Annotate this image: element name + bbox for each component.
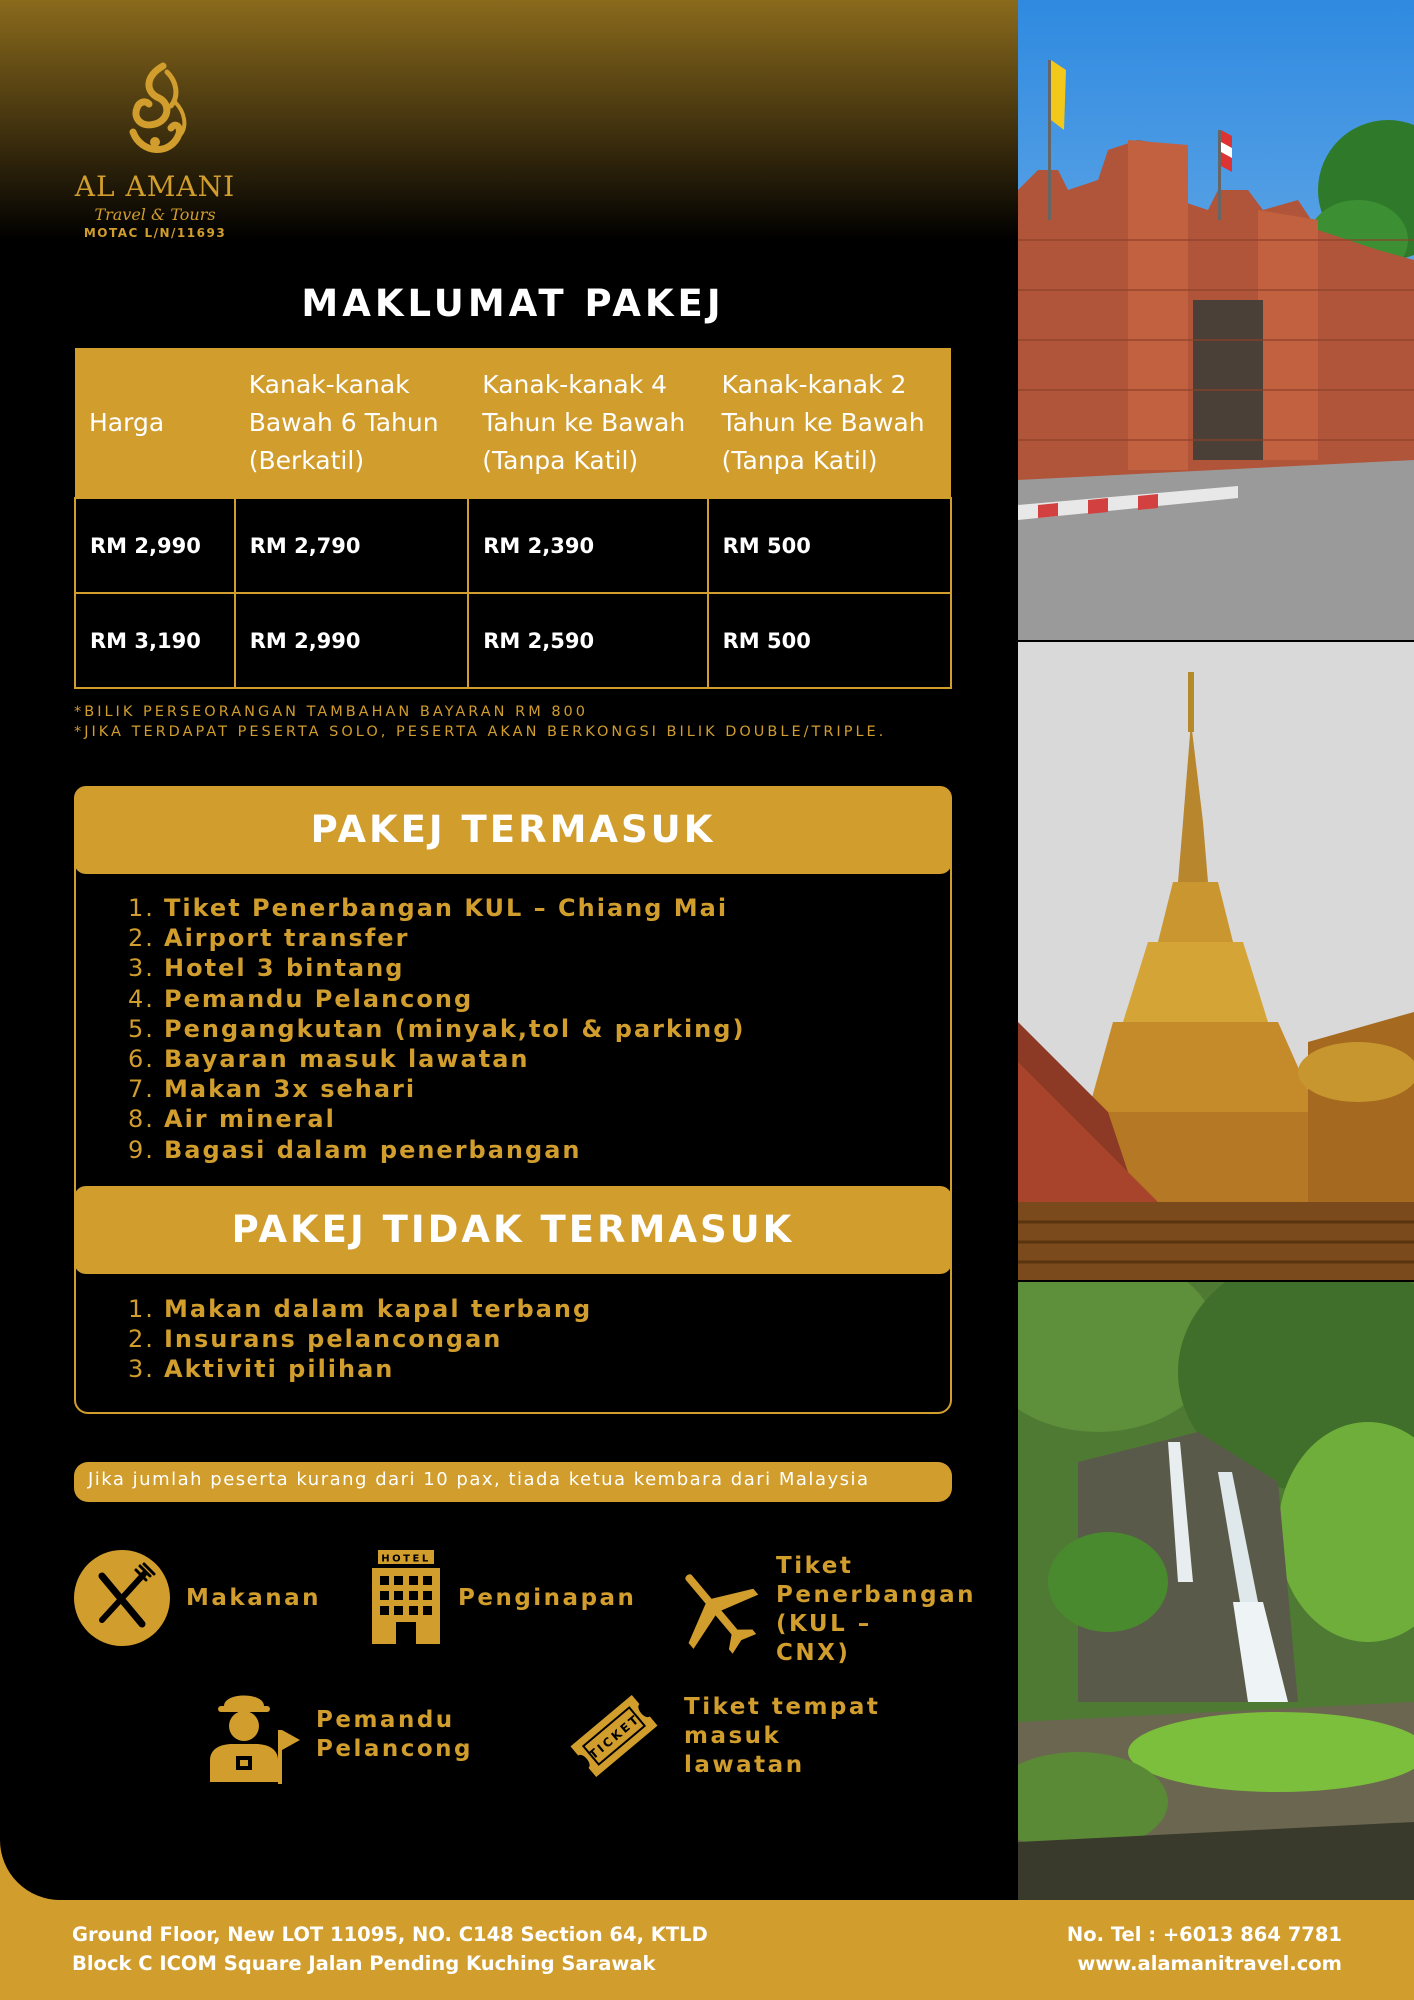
table-cell: RM 2,390 [468, 498, 707, 593]
list-item: 5. Pengangkutan (minyak,tol & parking) [128, 1014, 746, 1043]
brand-license: MOTAC L/N/11693 [83, 226, 227, 240]
food-icon [72, 1548, 172, 1648]
feature-food [72, 1548, 321, 1648]
header-cell-price: Harga [75, 348, 235, 498]
website-link[interactable]: www.alamanitravel.com [1077, 1952, 1342, 1975]
feature-label: Penginapan [458, 1584, 637, 1611]
list-item: 9. Bagasi dalam penerbangan [128, 1135, 582, 1164]
feature-tour-guide [202, 1686, 476, 1784]
list-item: 3. Aktiviti pilihan [128, 1355, 395, 1384]
hotel-icon [366, 1548, 446, 1648]
table-cell: RM 2,990 [235, 593, 469, 688]
included-list [128, 893, 745, 1165]
table-cell: RM 3,190 [75, 593, 235, 688]
list-item: 6. Bayaran masuk lawatan [128, 1045, 530, 1074]
photo-waterfall [1018, 1282, 1414, 1900]
price-table [74, 348, 952, 689]
ticket-badge-text: TICKET [586, 1711, 643, 1763]
header-cell-child-2-nobed: Kanak-kanak 2 Tahun ke Bawah (Tanpa Katil) [708, 348, 951, 498]
note-solo-participant: *JIKA TERDAPAT PESERTA SOLO, PESERTA AKAN BERKONGSI BILIK DOUBLE/TRIPLE. [74, 724, 887, 740]
airplane-icon [668, 1562, 764, 1658]
group-size-notice: Jika jumlah peserta kurang dari 10 pax, tiada ketua kembara dari Malaysia [74, 1462, 952, 1502]
photo-golden-pagoda [1018, 642, 1414, 1280]
feature-label: Makanan [186, 1584, 321, 1611]
feature-hotel [366, 1548, 636, 1648]
brand-name: AL AMANI [74, 170, 236, 203]
list-item: 2. Insurans pelancongan [128, 1325, 503, 1354]
excluded-title: PAKEJ TIDAK TERMASUK [74, 1186, 952, 1274]
address-line-1: Ground Floor, New LOT 11095, NO. C148 Section 64, KTLD [72, 1923, 708, 1946]
list-item: 4. Pemandu Pelancong [128, 984, 474, 1013]
table-row [75, 498, 951, 593]
table-cell: RM 500 [708, 498, 951, 593]
footer-address [72, 1920, 708, 1978]
table-cell: RM 500 [708, 593, 951, 688]
included-title: PAKEJ TERMASUK [74, 786, 952, 874]
header-cell-child-6-bed: Kanak-kanak Bawah 6 Tahun (Berkatil) [235, 348, 469, 498]
price-table-header [75, 348, 951, 498]
table-cell: RM 2,990 [75, 498, 235, 593]
brand-logo [60, 62, 250, 240]
table-row [75, 593, 951, 688]
list-item: 8. Air mineral [128, 1105, 336, 1134]
list-item: 1. Makan dalam kapal terbang [128, 1295, 593, 1323]
table-cell: RM 2,790 [235, 498, 469, 593]
feature-flight [668, 1552, 976, 1668]
list-item: 1. Tiket Penerbangan KUL – Chiang Mai [128, 894, 729, 922]
header-cell-child-4-nobed: Kanak-kanak 4 Tahun ke Bawah (Tanpa Katil) [468, 348, 707, 498]
list-item: 7. Makan 3x sehari [128, 1075, 417, 1104]
phone-number[interactable]: No. Tel : +6013 864 7781 [1066, 1923, 1342, 1946]
ticket-icon [564, 1686, 664, 1786]
photo-column [1018, 0, 1414, 1900]
feature-label: Tiket Penerbangan (KUL – CNX) [776, 1553, 976, 1666]
note-single-room: *BILIK PERSEORANGAN TAMBAHAN BAYARAN RM 800 [74, 704, 589, 720]
feature-label: Pemandu Pelancong [316, 1707, 474, 1762]
excluded-list [128, 1294, 592, 1385]
calligraphy-logo-icon [115, 62, 195, 162]
tour-guide-icon [202, 1686, 302, 1784]
package-info-title: MAKLUMAT PAKEJ [301, 282, 725, 325]
brand-tagline: Travel & Tours [94, 205, 216, 224]
feature-label: Tiket tempat masuk lawatan [684, 1693, 881, 1778]
footer-contact [1067, 1920, 1342, 1978]
list-item: 2. Airport transfer [128, 924, 410, 953]
footer [0, 1900, 1414, 2000]
feature-entrance-ticket [564, 1686, 894, 1786]
table-cell: RM 2,590 [468, 593, 707, 688]
price-notes [74, 702, 886, 742]
list-item: 3. Hotel 3 bintang [128, 954, 405, 983]
photo-city-gate [1018, 0, 1414, 640]
address-line-2: Block C ICOM Square Jalan Pending Kuching Sarawak [72, 1952, 656, 1975]
hotel-badge-text: HOTEL [381, 1553, 431, 1565]
